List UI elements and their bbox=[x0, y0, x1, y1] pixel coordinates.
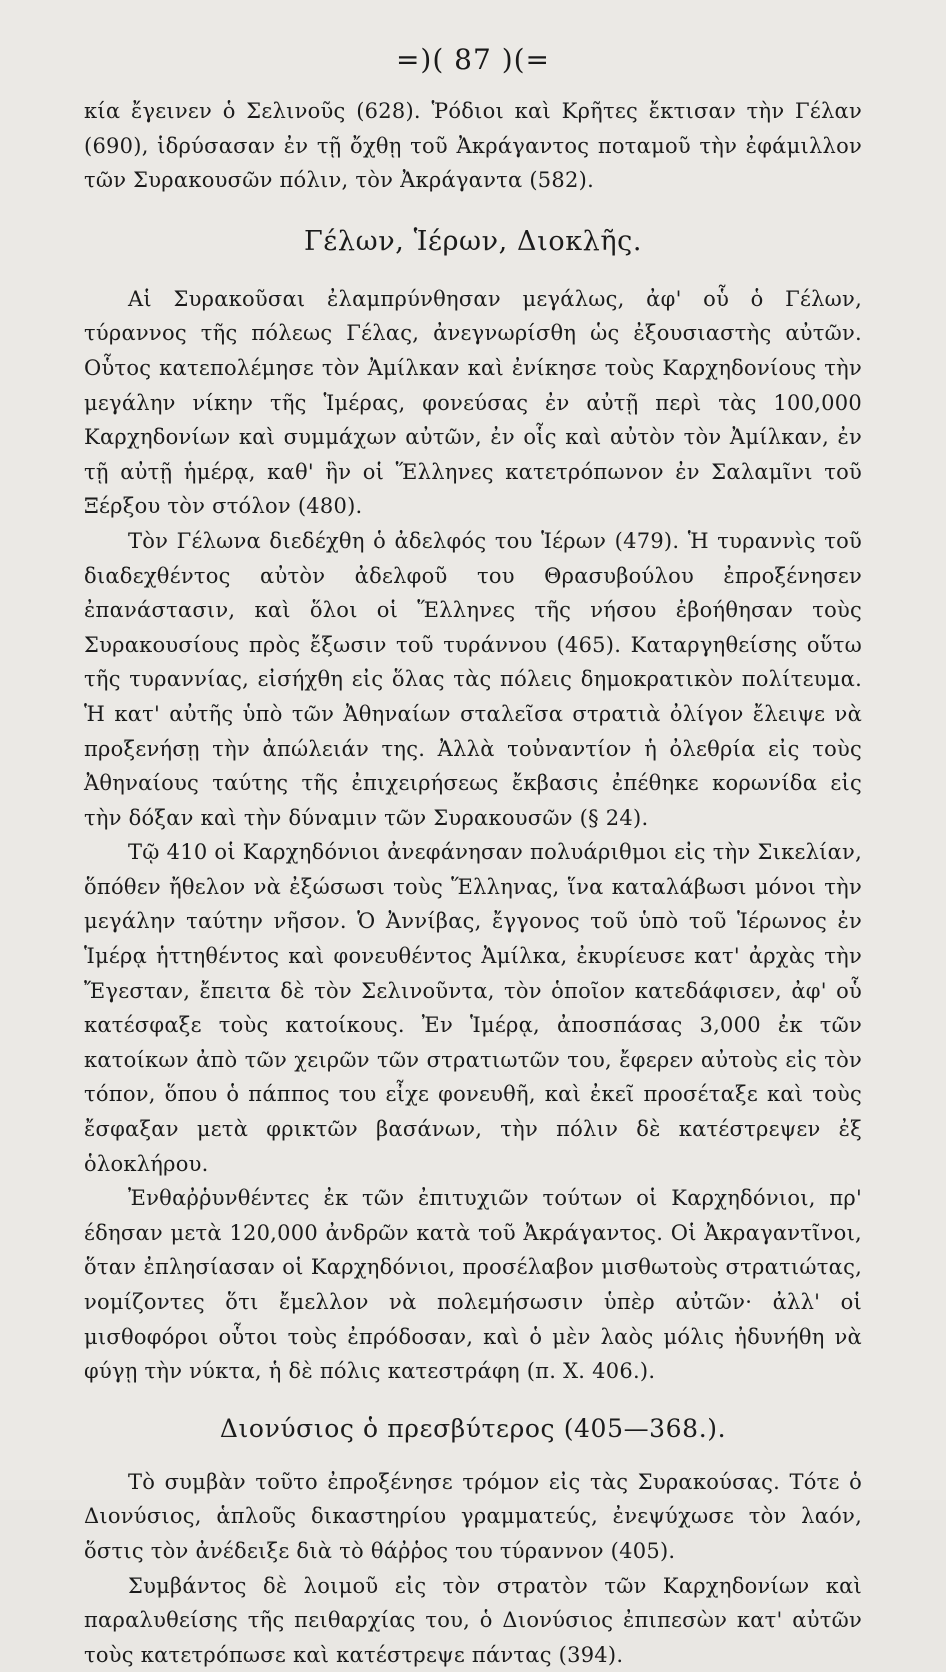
paragraph-hieron-succession: Τὸν Γέλωνα διεδέχθη ὁ ἀδελφός του Ἱέρων (479). Ἡ τυραννὶς τοῦ διαδεχθέντος αὐτὸν ἀδελφοῦ του Θρασυβούλου ἐπροξένησεν ἐπανάστασιν, καὶ ὅλοι οἱ Ἕλληνες τῆς νήσου ἐβοήθησαν τοὺς Συρακουσίους πρὸς ἔξωσιν τοῦ τυράννου (465). Καταργηθείσης οὕτω τῆς τυραννίας, εἰσήχθη εἰς ὅλας τὰς πόλεις δημοκρατικὸν πολίτευμα. Ἡ κατ' αὐτῆς ὑπὸ τῶν Ἀθηναίων σταλεῖσα στρατιὰ ὀλίγον ἔλειψε νὰ προξενήσῃ τὴν ἀπώλειάν της. Ἀλλὰ τοὐναντίον ἡ ὀλεθρία εἰς τοὺς Ἀθηναίους ταύτης τῆς ἐπιχειρήσεως ἔκβασις ἐπέθηκε κορωνίδα εἰς τὴν δόξαν καὶ τὴν δύναμιν τῶν Συρακουσῶν (§ 24). bbox=[84, 528, 862, 830]
paragraph-dionysius-rise: Τὸ συμβὰν τοῦτο ἐπροξένησε τρόμον εἰς τὰς Συρακούσας. Τότε ὁ Διονύσιος, ἁπλοῦς δικαστηρίου γραμματεύς, ἐνεψύχωσε τὸν λαόν, ὅστις τὸν ἀνέδειξε διὰ τὸ θάῤῥος του τύραννον (405). bbox=[84, 1469, 862, 1563]
paragraph-founding-of-cities: κία ἔγεινεν ὁ Σελινοῦς (628). Ῥόδιοι καὶ Κρῆτες ἔκτισαν τὴν Γέλαν (690), ἱδρύσασαν ἐν τῇ ὄχθῃ τοῦ Ἀκράγαντος ποταμοῦ τὴν ἐφάμιλλον τῶν Συρακουσῶν πόλιν, τὸν Ἀκράγαντα (582). bbox=[84, 99, 862, 193]
paragraph-syracuse-gelon: Αἱ Συρακοῦσαι ἐλαμπρύνθησαν μεγάλως, ἀφ' οὗ ὁ Γέλων, τύραννος τῆς πόλεως Γέλας, ἀνεγνωρίσθη ὡς ἐξουσιαστὴς αὐτῶν. Οὗτος κατεπολέμησε τὸν Ἀμίλκαν καὶ ἐνίκησε τοὺς Καρχηδονίους τὴν μεγάλην νίκην τῆς Ἱμέρας, φονεύσας ἐν αὐτῇ περὶ τὰς 100,000 Καρχηδονίων καὶ συμμάχων αὐτῶν, ἐν οἷς καὶ αὐτὸν τὸν Ἀμίλκαν, ἐν τῇ αὐτῇ ἡμέρᾳ, καθ' ἣν οἱ Ἕλληνες κατετρόπωνον ἐν Σαλαμῖνι τοῦ Ξέρξου τὸν στόλον (480). bbox=[84, 286, 862, 519]
page-text bbox=[84, 40, 862, 1672]
page-number: =)( 87 )(= bbox=[395, 43, 551, 76]
paragraph-carthaginians-410: Τῷ 410 οἱ Καρχηδόνιοι ἀνεφάνησαν πολυάριθμοι εἰς τὴν Σικελίαν, ὅπόθεν ἤθελον νὰ ἐξώσωσι τοὺς Ἕλληνας, ἵνα καταλάβωσι μόνοι τὴν μεγάλην ταύτην νῆσον. Ὁ Ἀννίβας, ἔγγονος τοῦ ὑπὸ τοῦ Ἱέρωνος ἐν Ἱμέρᾳ ἡττηθέντος καὶ φονευθέντος Ἀμίλκα, ἐκυρίευσε κατ' ἀρχὰς τὴν Ἔγεσταν, ἔπειτα δὲ τὸν Σελινοῦντα, τὸν ὁποῖον κατεδάφισεν, ἀφ' οὗ κατέσφαξε τοὺς κατοίκους. Ἐν Ἱμέρᾳ, ἀποσπάσας 3,000 ἐκ τῶν κατοίκων ἀπὸ τῶν χειρῶν τῶν στρατιωτῶν του, ἔφερεν αὐτοὺς εἰς τὸν τόπον, ὅπου ὁ πάππος του εἶχε φονευθῆ, καὶ ἐκεῖ προσέταξε καὶ τοὺς ἔσφαξαν μετὰ φρικτῶν βασάνων, τὴν πόλιν δὲ κατέστρεψεν ἐξ ὁλοκλήρου. bbox=[84, 840, 862, 1176]
paragraph-plague-victory: Συμβάντος δὲ λοιμοῦ εἰς τὸν στρατὸν τῶν Καρχηδονίων καὶ παραλυθείσης τῆς πειθαρχίας του, ὁ Διονύσιος ἐπιπεσὼν κατ' αὐτῶν τοὺς κατετρόπωσε καὶ κατέστρεψε πάντας (394). bbox=[84, 1573, 862, 1667]
section-heading-dionysius-elder: Διονύσιος ὁ πρεσβύτερος (405—368.). bbox=[219, 1413, 727, 1443]
paragraph-acragas-siege: Ἐνθαῤῥυνθέντες ἐκ τῶν ἐπιτυχιῶν τούτων οἱ Καρχηδόνιοι, πρ' έδησαν μετὰ 120,000 ἀνδρῶν κατὰ τοῦ Ἀκράγαντος. Οἱ Ἀκραγαντῖνοι, ὅταν ἐπλησίασαν οἱ Καρχηδόνιοι, προσέλαβον μισθωτοὺς στρατιώτας, νομίζοντες ὅτι ἔμελλον νὰ πολεμήσωσιν ὑπὲρ αὐτῶν· ἀλλ' οἱ μισθοφόροι οὗτοι τοὺς ἐπρόδοσαν, καὶ ὁ μὲν λαὸς μόλις ἠδυνήθη νὰ φύγῃ τὴν νύκτα, ἡ δὲ πόλις κατεστράφη (π. Χ. 406.). bbox=[84, 1186, 862, 1384]
section-heading-gelon-hieron-diocles: Γέλων, Ἱέρων, Διοκλῆς. bbox=[303, 225, 643, 257]
